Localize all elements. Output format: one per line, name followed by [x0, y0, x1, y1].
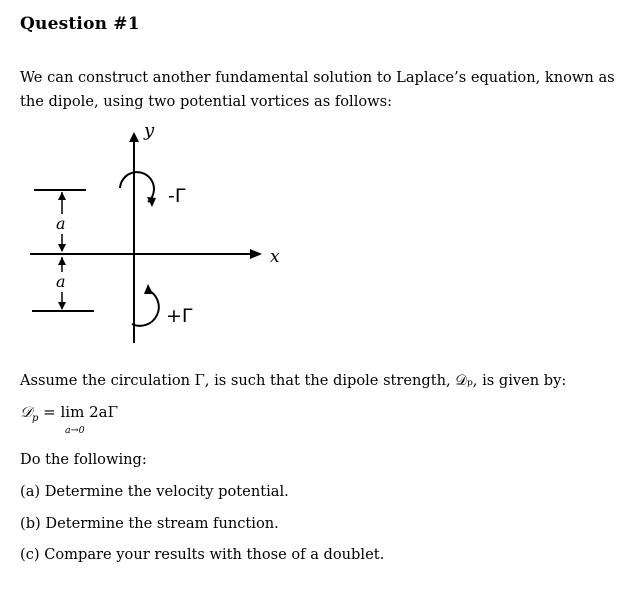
question-title: Question #1	[20, 14, 140, 34]
x-axis-label: x	[270, 247, 280, 267]
task-item-b: (b) Determine the stream function.	[20, 515, 279, 532]
y-axis-arrowhead	[129, 132, 139, 142]
formula-rhs: = lim 2aΓ	[38, 403, 118, 421]
limit-subscript: a→0	[65, 425, 85, 436]
y-axis-label: y	[144, 120, 155, 141]
lower-spacing-label: a	[56, 272, 66, 291]
upper-spacing-label: a	[56, 214, 66, 233]
lower-dimension-arrow-down	[58, 302, 66, 310]
dipole-diagram	[20, 118, 310, 358]
task-item-a: (a) Determine the velocity potential.	[20, 483, 289, 500]
formula-lhs: 𝒟	[20, 403, 32, 421]
formula-lhs-subscript: p	[31, 413, 39, 424]
upper-dimension-arrow-up	[58, 192, 66, 200]
top-vortex-label: -Γ	[168, 185, 186, 207]
x-axis-arrowhead	[250, 249, 262, 259]
bottom-vortex-label: +Γ	[166, 305, 193, 327]
upper-dimension-arrow-down	[58, 244, 66, 252]
bottom-vortex-circle	[132, 290, 159, 326]
bottom-vortex-arrow	[144, 284, 153, 294]
task-item-c: (c) Compare your results with those of a doublet.	[20, 546, 385, 563]
intro-paragraph: We can construct another fundamental solution to Laplace’s equation, known as the dipole, using two potential vortices as follows:	[20, 69, 615, 110]
dipole-formula	[20, 403, 118, 436]
assume-text: Assume the circulation Γ, is such that the dipole strength, 𝒟ₚ, is given by:	[20, 372, 567, 389]
do-following-heading: Do the following:	[20, 451, 147, 468]
